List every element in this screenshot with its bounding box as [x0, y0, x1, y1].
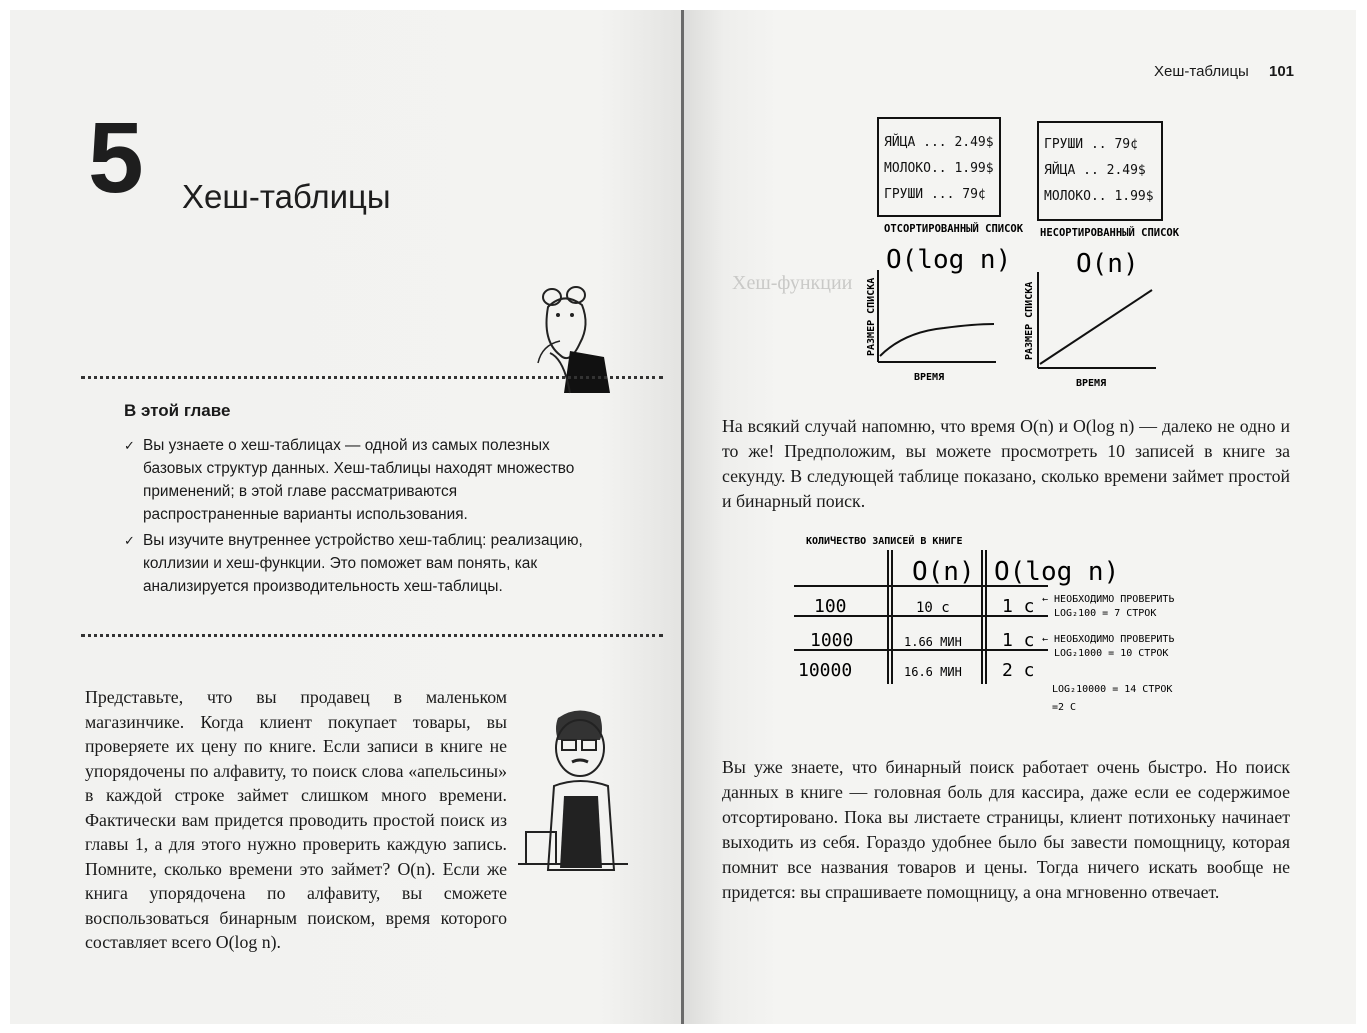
- table-header-ologn: O(log n): [994, 557, 1120, 587]
- unsorted-label: НЕСОРТИРОВАННЫЙ СПИСОК: [1040, 227, 1180, 239]
- row1-note1: ← НЕОБХОДИМО ПРОВЕРИТЬ: [1042, 594, 1175, 605]
- graph-ylabel-2: РАЗМЕР СПИСКА: [1024, 281, 1035, 360]
- table-row-2: [810, 630, 1174, 659]
- unsorted-item-1: ГРУШИ .. 79¢: [1044, 137, 1138, 152]
- bleed-through: Хеш-функции: [732, 272, 853, 294]
- divider-top: [81, 376, 663, 379]
- page-number: 101: [1269, 63, 1295, 80]
- row3-count: 10000: [798, 660, 853, 681]
- check-icon: ✓: [124, 438, 135, 453]
- unsorted-item-2: ЯЙЦА .. 2.49$: [1044, 163, 1146, 178]
- row2-count: 1000: [810, 630, 854, 651]
- right-page: [684, 10, 1356, 1024]
- row1-note2: LOG₂100 = 7 СТРОК: [1054, 608, 1157, 619]
- graph-xlabel-2: ВРЕМЯ: [1076, 378, 1107, 389]
- row2-note1: ← НЕОБХОДИМО ПРОВЕРИТЬ: [1042, 634, 1175, 645]
- graph-ylabel-1: РАЗМЕР СПИСКА: [866, 277, 877, 356]
- row2-olog: 1 c: [1002, 630, 1035, 651]
- row1-on: 10 c: [916, 600, 950, 616]
- sorted-item-1: ЯЙЦА ... 2.49$: [884, 135, 994, 150]
- row2-on: 1.66 МИН: [904, 635, 962, 649]
- row3-note2: LOG₂10000 = 14 СТРОК: [1052, 684, 1173, 695]
- unsorted-complexity: O(n): [1076, 249, 1139, 279]
- search-time-table: [792, 530, 1242, 720]
- paragraph-2: Вы уже знаете, что бинарный поиск работает очень быстро. Но поиск данных в книге — головная боль для кассира, даже если ее содержимое отсортировано. Пока вы листаете страницы, клиент потихоньку начинает выходить из себя. Гораздо удобнее было бы завести помощницу, которая помнит все названия товаров и цены. Тогда ничего искать вообще не придется: вы спрашиваете помощницу, а она мгновенно отвечает.: [722, 757, 1290, 902]
- running-title: Хеш-таблицы: [1154, 63, 1249, 80]
- sorted-complexity: O(log n): [886, 245, 1012, 275]
- graph-xlabel-1: ВРЕМЯ: [914, 372, 945, 383]
- table-header-count: КОЛИЧЕСТВО ЗАПИСЕЙ В КНИГЕ: [806, 536, 963, 547]
- shopkeeper-illustration: [518, 700, 648, 880]
- body-text: Представьте, что вы продавец в маленьком магазинчике. Когда клиент покупает товары, вы проверяете их цену по книге. Если записи в книге не упорядочены по алфавиту, то поиск слова «апельсины» в каждой строке займет слишком много времени. Фактически вам придется проводить простой поиск из главы 1, а для этого нужно проверить каждую запись. Помните, сколько времени это займет? O(n). Если же книга упорядочена по алфавиту, вы сможете воспользоваться бинарным поиском, время которого составляет всего O(log n).: [85, 687, 507, 952]
- unsorted-item-3: МОЛОКО.. 1.99$: [1044, 189, 1154, 204]
- row1-olog: 1 c: [1002, 596, 1035, 617]
- paragraph-1: На всякий случай напомню, что время O(n) и O(log n) — далеко не одно и то же! Предположим, вы можете просмотреть 10 записей в книге за секунду. В следующей таблице показано, сколько времени займет простой и бинарный поиск.: [722, 416, 1290, 511]
- check-icon: ✓: [124, 533, 135, 548]
- row3-on: 16.6 МИН: [904, 665, 962, 679]
- sorted-label: ОТСОРТИРОВАННЫЙ СПИСОК: [884, 223, 1024, 235]
- lists-comparison-figure: [864, 110, 1180, 400]
- sorted-item-2: МОЛОКО.. 1.99$: [884, 161, 994, 176]
- table-footnote: =2 C: [1052, 702, 1077, 713]
- sorted-item-3: ГРУШИ ... 79¢: [884, 187, 986, 202]
- row2-note2: LOG₂1000 = 10 СТРОК: [1054, 648, 1169, 659]
- chapter-number: 5: [88, 102, 144, 214]
- divider-bottom: [81, 634, 663, 637]
- chapter-title: Хеш-таблицы: [182, 178, 391, 215]
- table-header-on: O(n): [912, 557, 975, 587]
- bullet-2: ✓ Вы изучите внутреннее устройство хеш-таблиц: реализацию, коллизии и хеш-функции. Это поможет вам понять, как анализируется производительность хеш-таблицы.: [143, 529, 583, 598]
- left-page: [10, 10, 682, 1024]
- row1-count: 100: [814, 596, 847, 617]
- bullet-1: ✓ Вы узнаете о хеш-таблицах — одной из самых полезных базовых структур данных. Хеш-таблицы находят множество применений; в этой главе рассматриваются распространенные варианты использования.: [143, 434, 583, 526]
- in-chapter-heading: В этой главе: [124, 401, 231, 420]
- row3-olog: 2 c: [1002, 660, 1035, 681]
